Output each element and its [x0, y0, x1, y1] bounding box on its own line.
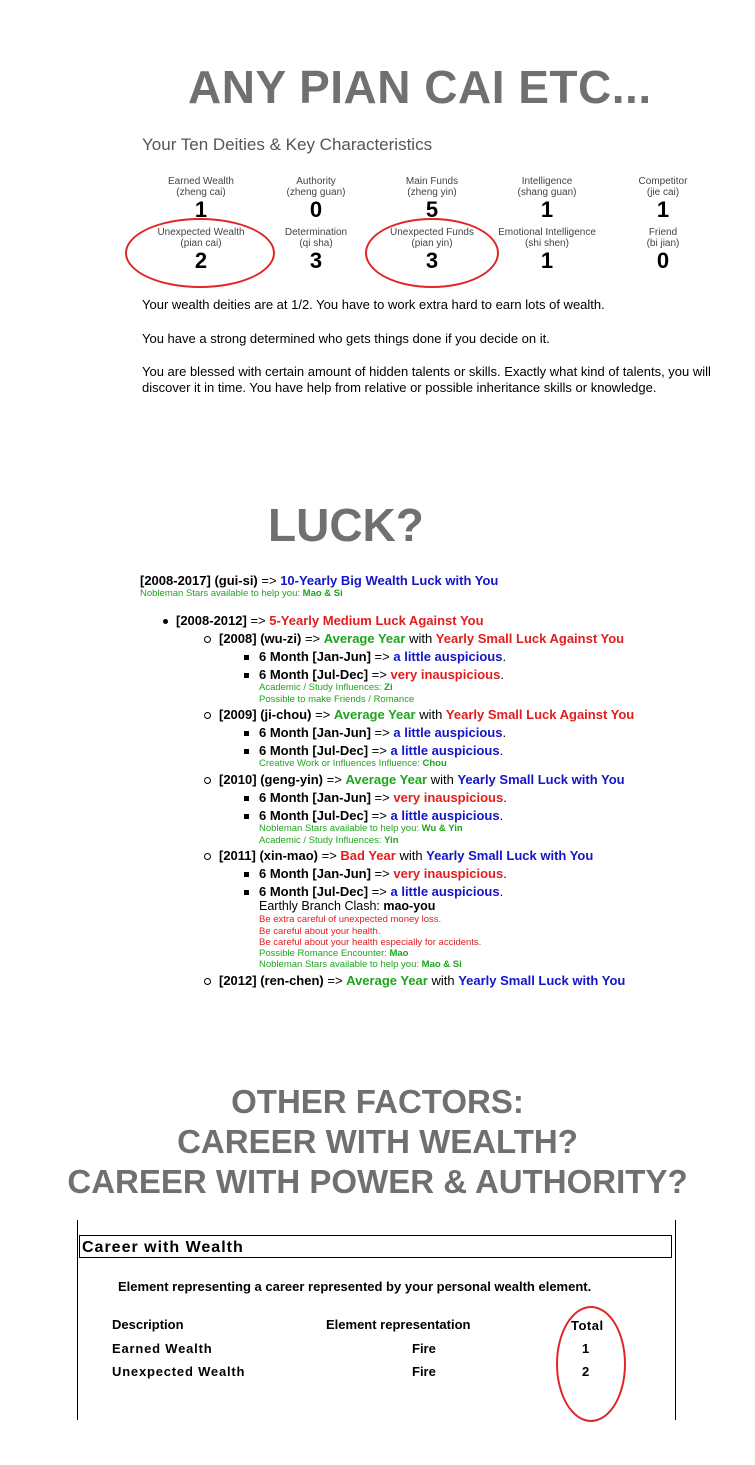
career-subtitle: Element representing a career represented by your personal wealth element.: [118, 1279, 592, 1294]
deity-name: Unexpected Wealth: [157, 227, 245, 238]
note-value: Zi: [384, 682, 393, 693]
deity-friend: [608, 227, 718, 273]
deity-value: 1: [540, 197, 554, 222]
luck-2011-clash: [259, 899, 435, 913]
career-header-total: Total: [571, 1318, 604, 1333]
square-bullet-icon: [244, 673, 249, 678]
deities-title: Your Ten Deities & Key Characteristics: [142, 135, 433, 154]
luck-2009-creative: [259, 758, 447, 770]
deity-value: 5: [425, 197, 439, 222]
luck-year-2012: [204, 973, 625, 989]
half-label: 6 Month [Jan-Jun]: [259, 866, 371, 881]
half-label: 6 Month [Jan-Jun]: [259, 790, 371, 805]
deity-pinyin: (shi shen): [525, 238, 569, 249]
luck-2008-h1: [244, 649, 506, 665]
luck-2008-friends: Possible to make Friends / Romance: [259, 694, 415, 705]
half-value: a little auspicious: [393, 725, 503, 740]
year-luck: Yearly Small Luck with You: [458, 973, 626, 988]
career-row-description: Earned Wealth: [112, 1341, 213, 1356]
deity-pinyin: (zheng guan): [286, 187, 346, 198]
year-luck: Yearly Small Luck Against You: [445, 707, 635, 722]
nobleman-label: Nobleman Stars available to help you:: [140, 588, 303, 599]
year-with: with: [415, 707, 446, 722]
year-rating: Bad Year: [340, 848, 396, 863]
half-dot: .: [500, 667, 504, 682]
paragraph-wealth: Your wealth deities are at 1/2. You have to work extra hard to earn lots of wealth.: [142, 297, 605, 312]
career-row-element: Fire: [412, 1364, 436, 1379]
luck-big: [140, 573, 498, 589]
year-with: with: [427, 973, 459, 988]
highlight-ellipse-pian-cai: [125, 218, 275, 288]
circle-bullet-icon: [204, 853, 211, 860]
square-bullet-icon: [244, 814, 249, 819]
career-row-description: Unexpected Wealth: [112, 1364, 246, 1379]
circle-bullet-icon: [204, 712, 211, 719]
year-arrow: =>: [323, 772, 346, 787]
half-dot: .: [499, 808, 504, 823]
half-label: 6 Month [Jul-Dec]: [259, 667, 369, 682]
half-arrow: =>: [368, 808, 391, 823]
luck-2011-warning: Be careful about your health.: [259, 926, 381, 937]
nobleman-value: Mao & Si: [302, 588, 343, 599]
year-luck: Yearly Small Luck Against You: [435, 631, 625, 646]
note-value: Mao: [389, 948, 409, 959]
luck-2010-nobleman: [259, 823, 463, 835]
half-value: very inauspicious: [390, 667, 501, 682]
deity-name: Earned Wealth: [168, 176, 234, 187]
clash-value: mao-you: [383, 899, 436, 913]
half-value: very inauspicious: [393, 866, 504, 881]
luck-2009-h2: [244, 743, 503, 759]
deity-pinyin: (pian yin): [411, 238, 453, 249]
luck-desc: 10-Yearly Big Wealth Luck with You: [280, 573, 499, 588]
square-bullet-icon: [244, 872, 249, 877]
year-label: [2010] (geng-yin): [219, 772, 324, 787]
square-bullet-icon: [244, 731, 249, 736]
luck-arrow: =>: [257, 573, 281, 588]
year-luck: Yearly Small Luck with You: [426, 848, 594, 863]
luck-2008-h2: [244, 667, 504, 683]
career-header-description: Description: [112, 1317, 184, 1332]
luck-2011-warning: Be extra careful of unexpected money loss.: [259, 914, 442, 925]
heading-luck: LUCK?: [268, 499, 424, 551]
year-label: [2011] (xin-mao): [219, 848, 318, 863]
heading-pian-cai: ANY PIAN CAI ETC...: [188, 61, 652, 113]
career-row-total: 1: [582, 1341, 590, 1356]
half-dot: .: [502, 725, 507, 740]
note-label: Creative Work or Influences Influence:: [259, 758, 423, 769]
luck-2010-h2: [244, 808, 503, 824]
note-label: Academic / Study Influences:: [259, 682, 385, 693]
deity-name: Authority: [296, 176, 336, 187]
note-label: Nobleman Stars available to help you:: [259, 823, 422, 834]
deity-competitor: [608, 176, 718, 222]
luck-2011-nobleman: [259, 959, 462, 971]
year-arrow: =>: [317, 848, 341, 863]
half-arrow: =>: [370, 649, 394, 664]
clash-label: Earthly Branch Clash:: [259, 899, 384, 913]
half-value: very inauspicious: [393, 790, 504, 805]
circle-bullet-icon: [204, 777, 211, 784]
luck-big-nobleman: [140, 588, 343, 600]
deity-name: Competitor: [638, 176, 688, 187]
circle-bullet-icon: [204, 636, 211, 643]
note-value: Wu & Yin: [421, 823, 463, 834]
paragraph-determined: You have a strong determined who gets things done if you decide on it.: [142, 331, 550, 346]
luck-2008-academic: [259, 682, 393, 694]
deity-name: Friend: [648, 227, 678, 238]
luck-desc: 5-Yearly Medium Luck Against You: [269, 613, 484, 628]
luck-2011-romance: [259, 948, 408, 960]
square-bullet-icon: [244, 796, 249, 801]
half-arrow: =>: [370, 790, 394, 805]
luck-2009-h1: [244, 725, 506, 741]
note-value: Chou: [422, 758, 447, 769]
half-label: 6 Month [Jul-Dec]: [259, 743, 369, 758]
square-bullet-icon: [244, 890, 249, 895]
square-bullet-icon: [244, 749, 249, 754]
note-label: Academic / Study Influences:: [259, 835, 385, 846]
deity-value: 3: [425, 248, 439, 273]
luck-2010-h1: [244, 790, 507, 806]
half-arrow: =>: [368, 884, 391, 899]
half-dot: .: [502, 649, 507, 664]
luck-year-2009: [204, 707, 634, 723]
deity-pinyin: (qi sha): [299, 238, 333, 249]
year-rating: Average Year: [323, 631, 406, 646]
half-label: 6 Month [Jul-Dec]: [259, 808, 369, 823]
half-value: a little auspicious: [393, 649, 503, 664]
luck-arrow: =>: [246, 613, 270, 628]
deity-value: 0: [656, 248, 670, 273]
circle-bullet-icon: [204, 978, 211, 985]
year-arrow: =>: [301, 631, 324, 646]
career-header-element: Element representation: [326, 1317, 471, 1332]
career-row-total: 2: [582, 1364, 590, 1379]
deity-pinyin: (shang guan): [517, 187, 577, 198]
deity-value: 2: [194, 248, 208, 273]
half-arrow: =>: [368, 667, 391, 682]
year-rating: Average Year: [333, 707, 416, 722]
note-label: Nobleman Stars available to help you:: [259, 959, 422, 970]
deity-pinyin: (zheng cai): [176, 187, 226, 198]
heading-other-factors: OTHER FACTORS:: [231, 1083, 524, 1120]
luck-period: [2008-2012]: [176, 613, 247, 628]
year-label: [2009] (ji-chou): [219, 707, 312, 722]
year-rating: Average Year: [346, 973, 428, 988]
highlight-ellipse-total: [556, 1306, 626, 1422]
half-value: a little auspicious: [390, 884, 500, 899]
deity-value: 0: [309, 197, 323, 222]
deity-pinyin: (zheng yin): [407, 187, 457, 198]
year-label: [2012] (ren-chen): [219, 973, 324, 988]
deity-determination: [261, 227, 371, 273]
luck-2011-h1: [244, 866, 507, 882]
half-dot: .: [499, 743, 504, 758]
bullet-icon: [163, 619, 168, 624]
deity-value: 1: [194, 197, 208, 222]
deity-value: 1: [540, 248, 554, 273]
half-dot: .: [499, 884, 504, 899]
half-value: a little auspicious: [390, 808, 500, 823]
career-title: Career with Wealth: [79, 1235, 672, 1258]
note-value: Yin: [384, 835, 399, 846]
deity-main-funds: [377, 176, 487, 222]
year-with: with: [427, 772, 458, 787]
paragraph-talents: You are blessed with certain amount of hidden talents or skills. Exactly what kind of talents, you will discover it in time. You have help from relative or possible inheritance skills or knowledge.: [142, 364, 711, 395]
year-arrow: =>: [323, 973, 347, 988]
note-label: Possible Romance Encounter:: [259, 948, 390, 959]
career-row-element: Fire: [412, 1341, 436, 1356]
luck-medium: [163, 613, 484, 629]
half-arrow: =>: [368, 743, 391, 758]
half-label: 6 Month [Jul-Dec]: [259, 884, 369, 899]
half-arrow: =>: [370, 725, 394, 740]
deity-pinyin: (pian cai): [180, 238, 222, 249]
luck-year-2008: [204, 631, 624, 647]
deity-name: Determination: [284, 227, 348, 238]
year-label: [2008] (wu-zi): [219, 631, 302, 646]
half-label: 6 Month [Jan-Jun]: [259, 649, 371, 664]
highlight-ellipse-pian-yin: [365, 218, 499, 288]
deity-authority: [261, 176, 371, 222]
luck-period: [2008-2017] (gui-si): [140, 573, 258, 588]
deity-name: Emotional Intelligence: [498, 227, 596, 238]
year-with: with: [395, 848, 427, 863]
deity-intelligence: [492, 176, 602, 222]
deity-name: Unexpected Funds: [390, 227, 474, 238]
heading-career-wealth: CAREER WITH WEALTH?: [177, 1123, 578, 1160]
luck-2011-h2: [244, 884, 503, 900]
luck-year-2010: [204, 772, 625, 788]
half-arrow: =>: [370, 866, 394, 881]
half-dot: .: [503, 790, 507, 805]
heading-career-power: CAREER WITH POWER & AUTHORITY?: [67, 1163, 688, 1200]
year-with: with: [405, 631, 436, 646]
luck-2011-warning: Be careful about your health especially for accidents.: [259, 937, 482, 948]
luck-year-2011: [204, 848, 593, 864]
year-rating: Average Year: [345, 772, 428, 787]
deity-pinyin: (bi jian): [646, 238, 680, 249]
half-value: a little auspicious: [390, 743, 500, 758]
square-bullet-icon: [244, 655, 249, 660]
deity-emotional-intelligence: [492, 227, 602, 273]
deity-value: 3: [309, 248, 323, 273]
deity-earned-wealth: [146, 176, 256, 222]
deity-pinyin: (jie cai): [646, 187, 680, 198]
deity-name: Intelligence: [521, 176, 573, 187]
half-dot: .: [503, 866, 507, 881]
note-value: Mao & Si: [421, 959, 462, 970]
deity-value: 1: [656, 197, 670, 222]
year-luck: Yearly Small Luck with You: [457, 772, 625, 787]
year-arrow: =>: [311, 707, 334, 722]
half-label: 6 Month [Jan-Jun]: [259, 725, 371, 740]
luck-2010-academic: [259, 835, 399, 847]
deity-name: Main Funds: [405, 176, 459, 187]
